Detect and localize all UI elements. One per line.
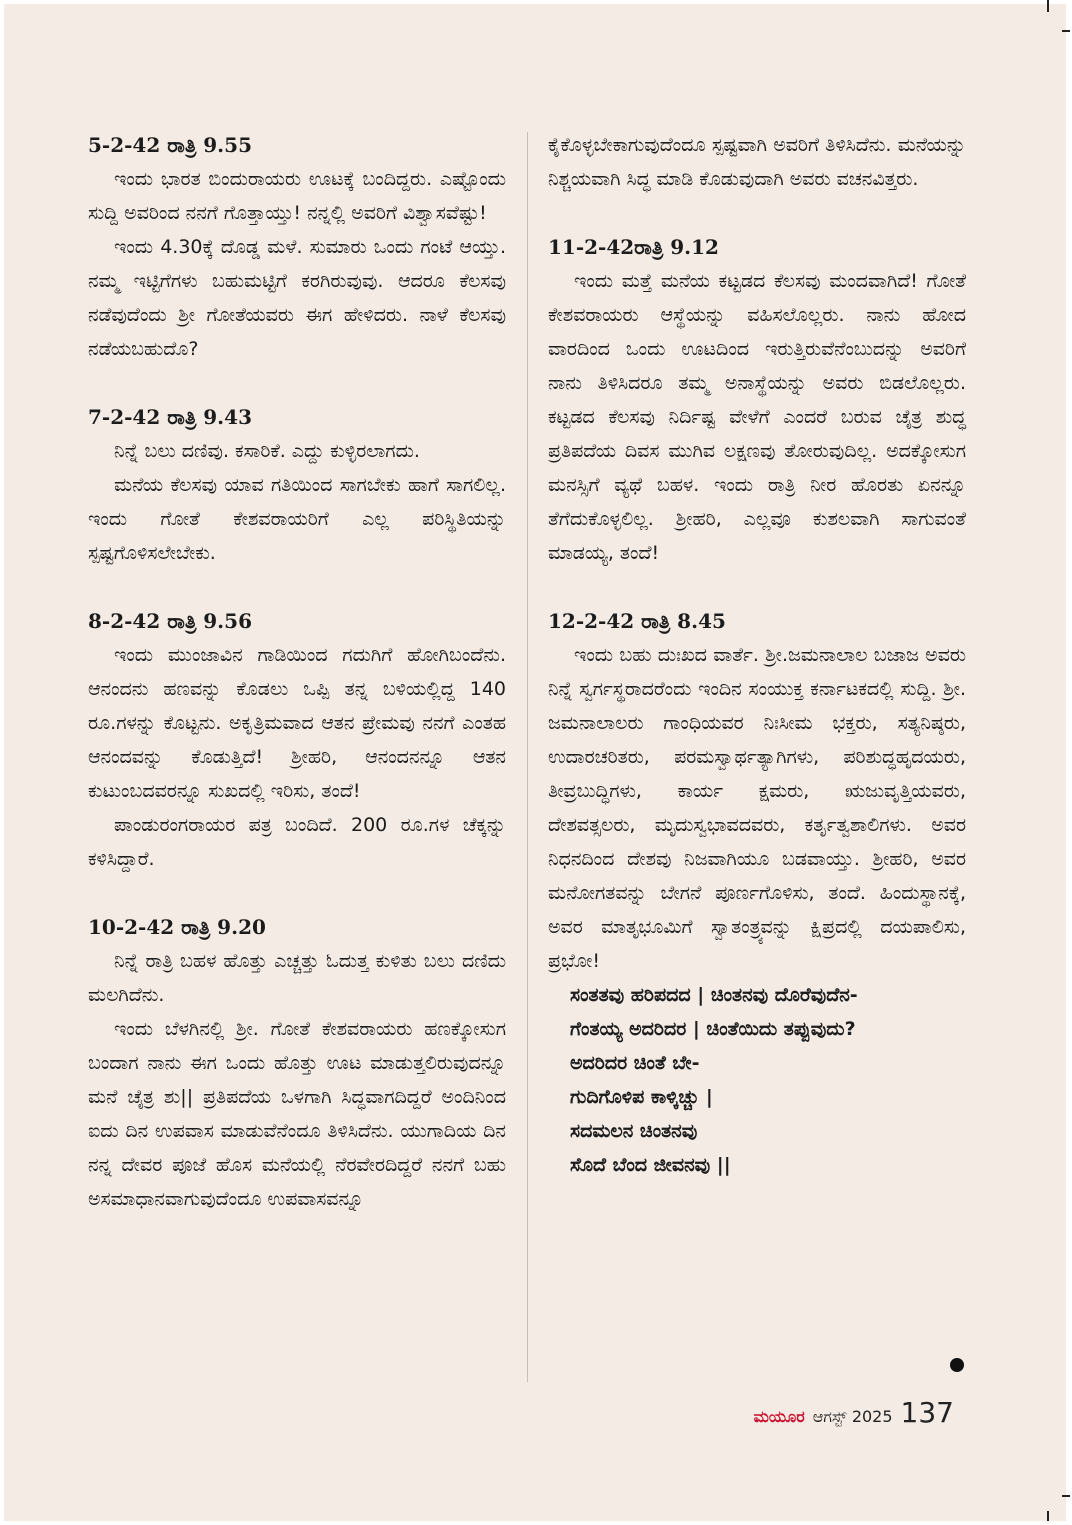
diary-entry bbox=[548, 230, 966, 570]
entry-paragraph: ಪಾಂಡುರಂಗರಾಯರ ಪತ್ರ ಬಂದಿದೆ. 200 ರೂ.ಗಳ ಚೆಕ್ಕನ್ನು ಕಳಿಸಿದ್ದಾರೆ. bbox=[88, 814, 506, 870]
magazine-page bbox=[4, 4, 1066, 1521]
diary-entry bbox=[88, 128, 506, 366]
entry-heading: 10-2-42 ರಾತ್ರಿ 9.20 bbox=[88, 915, 266, 939]
end-of-article-bullet bbox=[950, 1358, 964, 1372]
left-column bbox=[88, 128, 506, 1250]
poem-line: ಗೆಂತಯ್ಯ ಅದರಿದರ | ಚಿಂತೆಯಿದು ತಪ್ಪುವುದು? bbox=[570, 1018, 856, 1040]
poem-verse bbox=[548, 978, 966, 1182]
crop-mark-bottom bbox=[1047, 1511, 1049, 1521]
poem-line: ಸೊದೆ ಬೆಂದ ಜೀವನವು || bbox=[570, 1154, 731, 1176]
magazine-brand: ಮಯೂರ bbox=[753, 1407, 805, 1426]
poem-line: ಸಂತತವು ಹರಿಪದದ | ಚಿಂತನವು ದೊರೆವುದೆನ- bbox=[570, 984, 858, 1006]
crop-mark-right-bottom bbox=[1062, 1495, 1070, 1497]
diary-entry bbox=[88, 400, 506, 570]
crop-mark-right-top bbox=[1062, 30, 1070, 32]
right-column bbox=[548, 128, 966, 1182]
page-number: 137 bbox=[900, 1396, 954, 1429]
entry-heading: 7-2-42 ರಾತ್ರಿ 9.43 bbox=[88, 405, 252, 429]
entry-paragraph: ನಿನ್ನೆ ಬಲು ದಣಿವು. ಕಸಾರಿಕೆ. ಎದ್ದು ಕುಳ್ಳಿರಲಾಗದು. bbox=[114, 440, 420, 462]
entry-heading: 12-2-42 ರಾತ್ರಿ 8.45 bbox=[548, 609, 726, 633]
entry-paragraph: ನಿನ್ನೆ ರಾತ್ರಿ ಬಹಳ ಹೊತ್ತು ಎಚ್ಚತ್ತು ಓದುತ್ತ ಕುಳಿತು ಬಲು ದಣಿದು ಮಲಗಿದೆನು. bbox=[88, 950, 506, 1006]
poem-line: ಸದಮಲನ ಚಿಂತನವು bbox=[570, 1120, 698, 1142]
crop-mark-top bbox=[1047, 0, 1049, 12]
entry-paragraph: ಇಂದು 4.30ಕ್ಕೆ ದೊಡ್ಡ ಮಳೆ. ಸುಮಾರು ಒಂದು ಗಂಟೆ ಆಯ್ತು. ನಮ್ಮ ಇಟ್ಟಿಗೆಗಳು ಬಹುಮಟ್ಟಿಗೆ ಕರಗಿರುವುವು. ಆದರೂ ಕೆಲಸವು ನಡೆವುದೆಂದು ಶ್ರೀ ಗೋತೆಯವರು ಈಗ ಹೇಳಿದರು. ನಾಳೆ ಕೆಲಸವು ನಡೆಯಬಹುದೊ? bbox=[88, 236, 506, 360]
entry-paragraph: ಇಂದು ಮುಂಜಾವಿನ ಗಾಡಿಯಿಂದ ಗದುಗಿಗೆ ಹೋಗಿಬಂದೆನು. ಆನಂದನು ಹಣವನ್ನು ಕೊಡಲು ಒಪ್ಪಿ ತನ್ನ ಬಳಿಯಲ್ಲಿದ್ದ 140 ರೂ.ಗಳನ್ನು ಕೊಟ್ಟನು. ಅಕೃತ್ರಿಮವಾದ ಆತನ ಪ್ರೇಮವು ನನಗೆ ಎಂತಹ ಆನಂದವನ್ನು ಕೊಡುತ್ತಿದೆ! ಶ್ರೀಹರಿ, ಆನಂದನನ್ನೂ ಆತನ ಕುಟುಂಬದವರನ್ನೂ ಸುಖದಲ್ಲಿ ಇರಿಸು, ತಂದೆ! bbox=[88, 644, 506, 802]
entry-heading: 8-2-42 ರಾತ್ರಿ 9.56 bbox=[88, 609, 252, 633]
poem-line: ಅದರಿದರ ಚಿಂತೆ ಬೇ- bbox=[570, 1052, 700, 1074]
diary-entry bbox=[88, 910, 506, 1216]
page-footer bbox=[754, 1396, 954, 1429]
entry-paragraph: ಮನೆಯ ಕೆಲಸವು ಯಾವ ಗತಿಯಿಂದ ಸಾಗಬೇಕು ಹಾಗೆ ಸಾಗಲಿಲ್ಲ. ಇಂದು ಗೋತೆ ಕೇಶವರಾಯರಿಗೆ ಎಲ್ಲ ಪರಿಸ್ಥಿತಿಯನ್ನು ಸ್ಪಷ್ಟಗೊಳಿಸಲೇಬೇಕು. bbox=[88, 474, 506, 564]
diary-entry-continued bbox=[548, 128, 966, 196]
entry-paragraph: ಇಂದು ಮತ್ತೆ ಮನೆಯ ಕಟ್ಟಡದ ಕೆಲಸವು ಮಂದವಾಗಿದೆ! ಗೋತೆ ಕೇಶವರಾಯರು ಆಸ್ಥೆಯನ್ನು ವಹಿಸಲೊಲ್ಲರು. ನಾನು ಹೋದ ವಾರದಿಂದ ಒಂದು ಊಟದಿಂದ ಇರುತ್ತಿರುವೆನೆಂಬುದನ್ನು ಅವರಿಗೆ ನಾನು ತಿಳಿಸಿದರೂ ತಮ್ಮ ಅನಾಸ್ಥೆಯನ್ನು ಅವರು ಬಿಡಲೊಲ್ಲರು. ಕಟ್ಟಡದ ಕೆಲಸವು ನಿರ್ದಿಷ್ಟ ವೇಳೆಗೆ ಎಂದರೆ ಬರುವ ಚೈತ್ರ ಶುದ್ಧ ಪ್ರತಿಪದೆಯ ದಿವಸ ಮುಗಿವ ಲಕ್ಷಣವು ತೋರುವುದಿಲ್ಲ. ಅದಕ್ಕೋಸುಗ ಮನಸ್ಸಿಗೆ ವ್ಯಥೆ ಬಹಳ. ಇಂದು ರಾತ್ರಿ ನೀರ ಹೊರತು ಏನನ್ನೂ ತೆಗೆದುಕೊಳ್ಳಲಿಲ್ಲ. ಶ್ರೀಹರಿ, ಎಲ್ಲವೂ ಕುಶಲವಾಗಿ ಸಾಗುವಂತೆ ಮಾಡಯ್ಯ, ತಂದೆ! bbox=[548, 270, 966, 564]
entry-paragraph: ಕೈಕೊಳ್ಳಬೇಕಾಗುವುದೆಂದೂ ಸ್ಪಷ್ಟವಾಗಿ ಅವರಿಗೆ ತಿಳಿಸಿದೆನು. ಮನೆಯನ್ನು ನಿಶ್ಚಯವಾಗಿ ಸಿದ್ಧ ಮಾಡಿ ಕೊಡುವುದಾಗಿ ಅವರು ವಚನವಿತ್ತರು. bbox=[548, 134, 966, 190]
issue-date: ಆಗಸ್ಟ್ 2025 bbox=[812, 1407, 893, 1426]
entry-paragraph: ಇಂದು ಬೆಳಗಿನಲ್ಲಿ ಶ್ರೀ. ಗೋತೆ ಕೇಶವರಾಯರು ಹಣಕ್ಕೋಸುಗ ಬಂದಾಗ ನಾನು ಈಗ ಒಂದು ಹೊತ್ತು ಊಟ ಮಾಡುತ್ತಲಿರುವುದನ್ನೂ ಮನೆ ಚೈತ್ರ ಶು|| ಪ್ರತಿಪದೆಯ ಒಳಗಾಗಿ ಸಿದ್ಧವಾಗದಿದ್ದರೆ ಅಂದಿನಿಂದ ಐದು ದಿನ ಉಪವಾಸ ಮಾಡುವೆನೆಂದೂ ತಿಳಿಸಿದೆನು. ಯುಗಾದಿಯ ದಿನ ನನ್ನ ದೇವರ ಪೂಜೆ ಹೊಸ ಮನೆಯಲ್ಲಿ ನೆರವೇರದಿದ್ದರೆ ನನಗೆ ಬಹು ಅಸಮಾಧಾನವಾಗುವುದೆಂದೂ ಉಪವಾಸವನ್ನೂ bbox=[88, 1018, 506, 1210]
diary-entry bbox=[88, 604, 506, 876]
poem-line: ಗುದಿಗೊಳಿಪ ಕಾಳ್ಕಿಚ್ಚು | bbox=[570, 1086, 713, 1108]
entry-paragraph: ಇಂದು ಬಹು ದುಃಖದ ವಾರ್ತೆ. ಶ್ರೀ.ಜಮನಾಲಾಲ ಬಜಾಜ ಅವರು ನಿನ್ನೆ ಸ್ವರ್ಗಸ್ಥರಾದರೆಂದು ಇಂದಿನ ಸಂಯುಕ್ತ ಕರ್ನಾಟಕದಲ್ಲಿ ಸುದ್ದಿ. ಶ್ರೀ. ಜಮನಾಲಾಲರು ಗಾಂಧಿಯವರ ನಿಃಸೀಮ ಭಕ್ತರು, ಸತ್ಯನಿಷ್ಠರು, ಉದಾರಚರಿತರು, ಪರಮಸ್ವಾರ್ಥತ್ಯಾಗಿಗಳು, ಪರಿಶುದ್ಧಹೃದಯರು, ತೀವ್ರಬುದ್ಧಿಗಳು, ಕಾರ್ಯ ಕ್ಷಮರು, ಋಜುವೃತ್ತಿಯವರು, ದೇಶವತ್ಸಲರು, ಮೃದುಸ್ವಭಾವದವರು, ಕರ್ತೃತ್ವಶಾಲಿಗಳು. ಅವರ ನಿಧನದಿಂದ ದೇಶವು ನಿಜವಾಗಿಯೂ ಬಡವಾಯ್ತು. ಶ್ರೀಹರಿ, ಅವರ ಮನೋಗತವನ್ನು ಬೇಗನೆ ಪೂರ್ಣಗೊಳಿಸು, ತಂದೆ. ಹಿಂದುಸ್ಥಾನಕ್ಕೆ, ಅವರ ಮಾತೃಭೂಮಿಗೆ ಸ್ವಾತಂತ್ರ್ಯವನ್ನು ಕ್ಷಿಪ್ರದಲ್ಲಿ ದಯಪಾಲಿಸು, ಪ್ರಭೋ! bbox=[548, 644, 966, 972]
entry-heading: 5-2-42 ರಾತ್ರಿ 9.55 bbox=[88, 133, 252, 157]
entry-paragraph: ಇಂದು ಭಾರತ ಬಿಂದುರಾಯರು ಊಟಕ್ಕೆ ಬಂದಿದ್ದರು. ಎಷ್ಟೊಂದು ಸುದ್ದಿ ಅವರಿಂದ ನನಗೆ ಗೊತ್ತಾಯ್ತು! ನನ್ನಲ್ಲಿ ಅವರಿಗೆ ವಿಶ್ವಾಸವೆಷ್ಟು! bbox=[88, 168, 506, 224]
diary-entry bbox=[548, 604, 966, 1182]
entry-heading: 11-2-42ರಾತ್ರಿ 9.12 bbox=[548, 235, 719, 259]
column-divider bbox=[527, 132, 528, 1382]
